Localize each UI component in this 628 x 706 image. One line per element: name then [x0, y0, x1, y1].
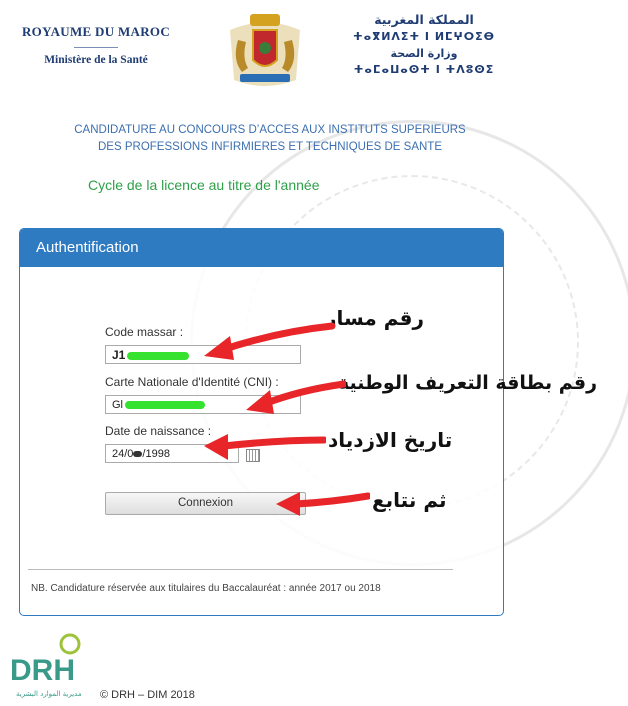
ministry-ar: وزارة الصحة [390, 47, 458, 60]
panel-heading: Authentification [20, 229, 503, 267]
annotation-next: ثم نتابع [372, 488, 447, 512]
dob-value-end: /1998 [142, 448, 170, 460]
title-line-2: DES PROFESSIONS INFIRMIERES ET TECHNIQUES DE SANTE [98, 141, 442, 153]
code-massar-label: Code massar : [105, 325, 184, 339]
kingdom-tifinagh: ⵜⴰⴳⵍⴷⵉⵜ ⵏ ⵍⵎⵖⵔⵉⴱ [352, 30, 495, 43]
cni-label: Carte Nationale d'Identité (CNI) : [105, 375, 279, 389]
page-title [20, 122, 520, 156]
header-arabic [348, 12, 500, 76]
ministry-tifinagh: ⵜⴰⵎⴰⵡⴰⵙⵜ ⵏ ⵜⴷⵓⵙⵉ [353, 63, 495, 76]
red-arrow-icon [272, 488, 370, 518]
annotation-cni: رقم بطاقة التعريف الوطنية [338, 372, 598, 394]
kingdom-fr: ROYAUME DU MAROC [21, 24, 171, 39]
title-line-1: CANDIDATURE AU CONCOURS D’ACCES AUX INSTITUTS SUPERIEURS [74, 124, 466, 136]
ministry-fr: Ministère de la Santé [44, 54, 148, 66]
dob-value-start: 24/0 [112, 448, 134, 460]
copyright: © DRH – DIM 2018 [100, 689, 195, 701]
auth-panel [19, 228, 504, 616]
annotation-massar: رقم مسار [325, 306, 425, 330]
annotation-dob: تاريخ الازدياد [328, 428, 453, 452]
drh-logo-sub: مديرية الموارد البشرية [16, 690, 82, 698]
eligibility-note: NB. Candidature réservée aux titulaires du Baccalauréat : année 2017 ou 2018 [31, 583, 381, 594]
red-arrow-icon [196, 318, 336, 364]
header-french [10, 24, 182, 66]
redaction-mark [125, 401, 205, 409]
dob-label: Date de naissance : [105, 424, 212, 438]
connexion-button[interactable]: Connexion [105, 492, 306, 515]
red-arrow-icon [200, 430, 326, 466]
cycle-label: Cycle de la licence au titre de l'année [88, 177, 320, 193]
panel-divider [28, 569, 453, 570]
kingdom-ar: المملكة المغربية [374, 12, 474, 27]
red-arrow-icon [240, 378, 346, 418]
cni-value: Gl [112, 399, 123, 411]
header-divider [74, 47, 118, 48]
drh-logo-text: DRH [10, 654, 75, 687]
redaction-mark [127, 352, 189, 360]
royal-crest-icon [220, 10, 310, 92]
code-massar-value: J1 [112, 348, 126, 362]
drh-logo-icon [8, 632, 88, 702]
